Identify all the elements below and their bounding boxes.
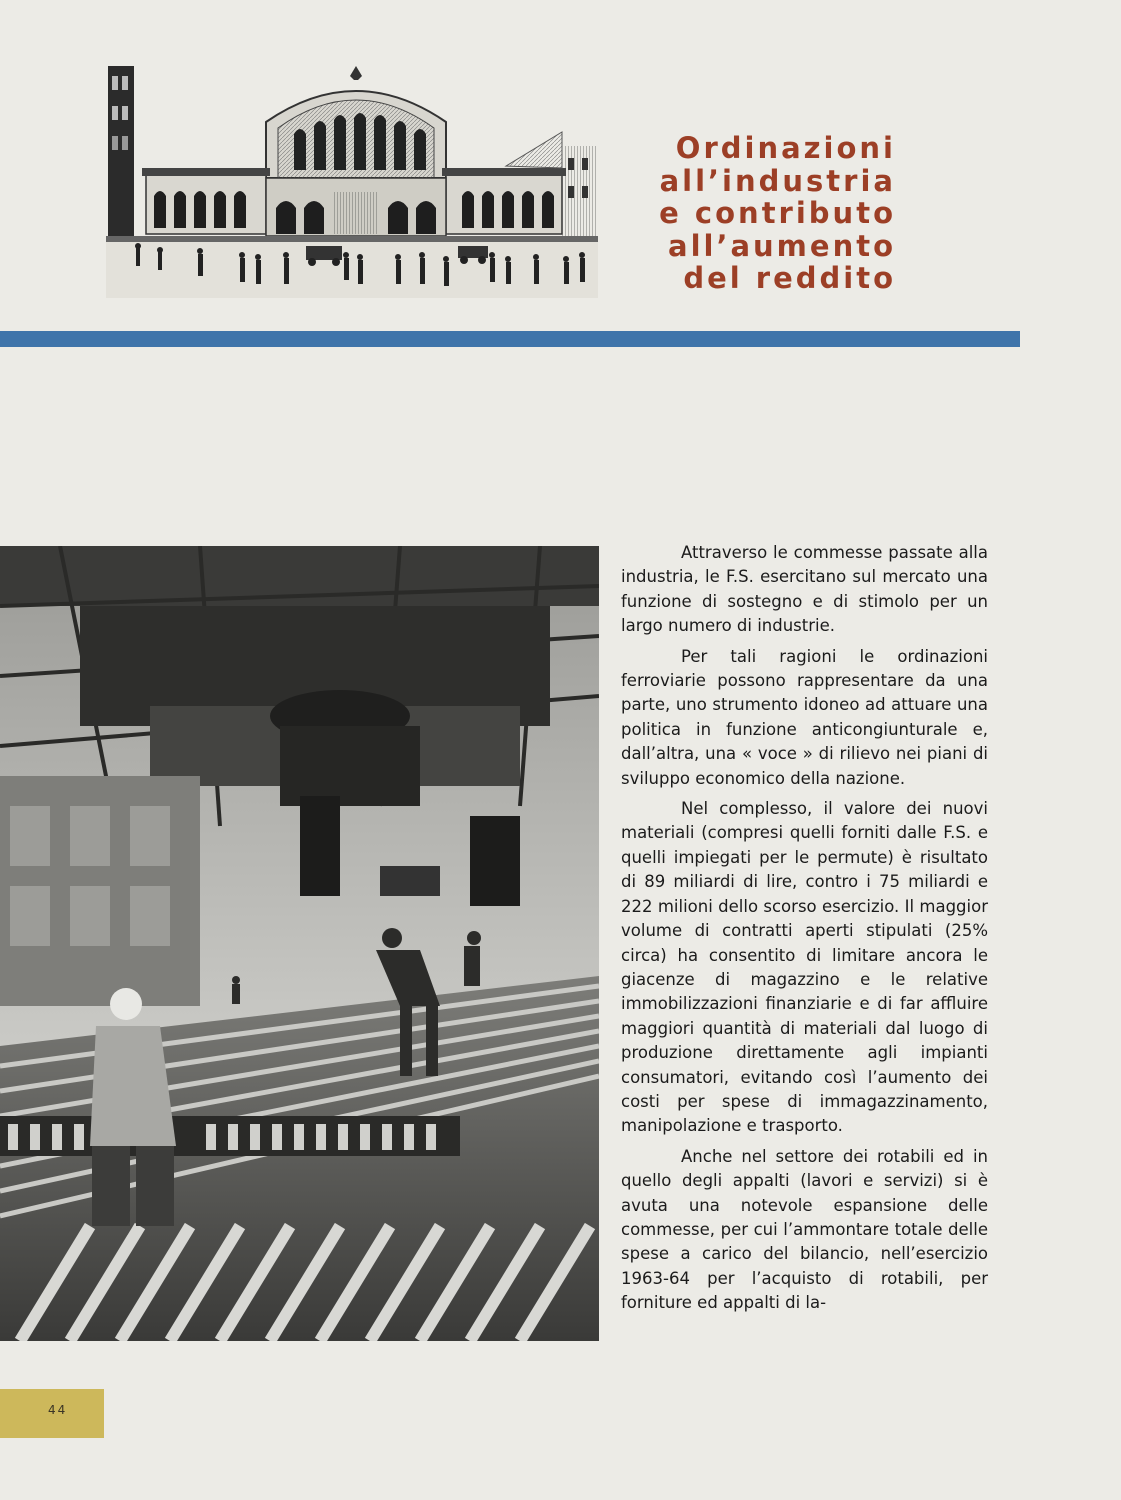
station-engraving-illustration (106, 62, 598, 298)
section-divider-rule (0, 331, 1020, 347)
article-title (612, 132, 896, 295)
page-number: 44 (48, 1403, 68, 1417)
article-paragraph: Anche nel settore dei rotabili ed in quello degli appalti (lavori e servizi) si è avuta una notevole espansione delle commesse, per cui l’ammontare totale delle spese a carico del bilancio, nell’esercizio 1963-64 per l’acquisto di rotabili, per forniture ed appalti di la- (621, 1146, 988, 1313)
title-line: all’industria (659, 163, 896, 198)
title-line: Ordinazioni (675, 131, 896, 165)
steel-rails-photo-drawing (0, 546, 599, 1341)
steel-rails-photo (0, 546, 599, 1341)
title-line: e contributo (659, 196, 896, 230)
article-paragraph: Per tali ragioni le ordinazioni ferroviarie possono rappresentare da una parte, uno strumento idoneo ad attuare una politica in funzione anticongiunturale e, dall’altra, una « voce » di rilievo nei piani di sviluppo economico della nazione. (621, 646, 988, 788)
article-paragraph: Attraverso le commesse passate alla industria, le F.S. esercitano sul mercato una funzione di sostegno e di stimolo per un largo numero di industrie. (621, 543, 988, 636)
article-paragraph: Nel complesso, il valore dei nuovi materiali (compresi quelli forniti dalle F.S. e quelli impiegati per le permute) è risultato di 89 miliardi di lire, contro i 75 miliardi e 222 milioni dello scorso esercizio. Il maggior volume di contratti aperti stipulati (25% circa) ha consentito di limitare ancora le giacenze di magazzino e le relative immobilizzazioni finanziarie e di far affluire maggiori quantità di materiali dal luogo di produzione direttamente agli impianti consumatori, evitando così l’aumento dei costi per spese di immagazzinamento, manipolazione e trasporto. (621, 799, 988, 1136)
title-line: all’aumento (668, 228, 896, 263)
title-line: del reddito (683, 261, 896, 295)
article-body (621, 541, 988, 1322)
station-engraving-drawing (106, 62, 598, 298)
page-number-tab (0, 1389, 104, 1438)
